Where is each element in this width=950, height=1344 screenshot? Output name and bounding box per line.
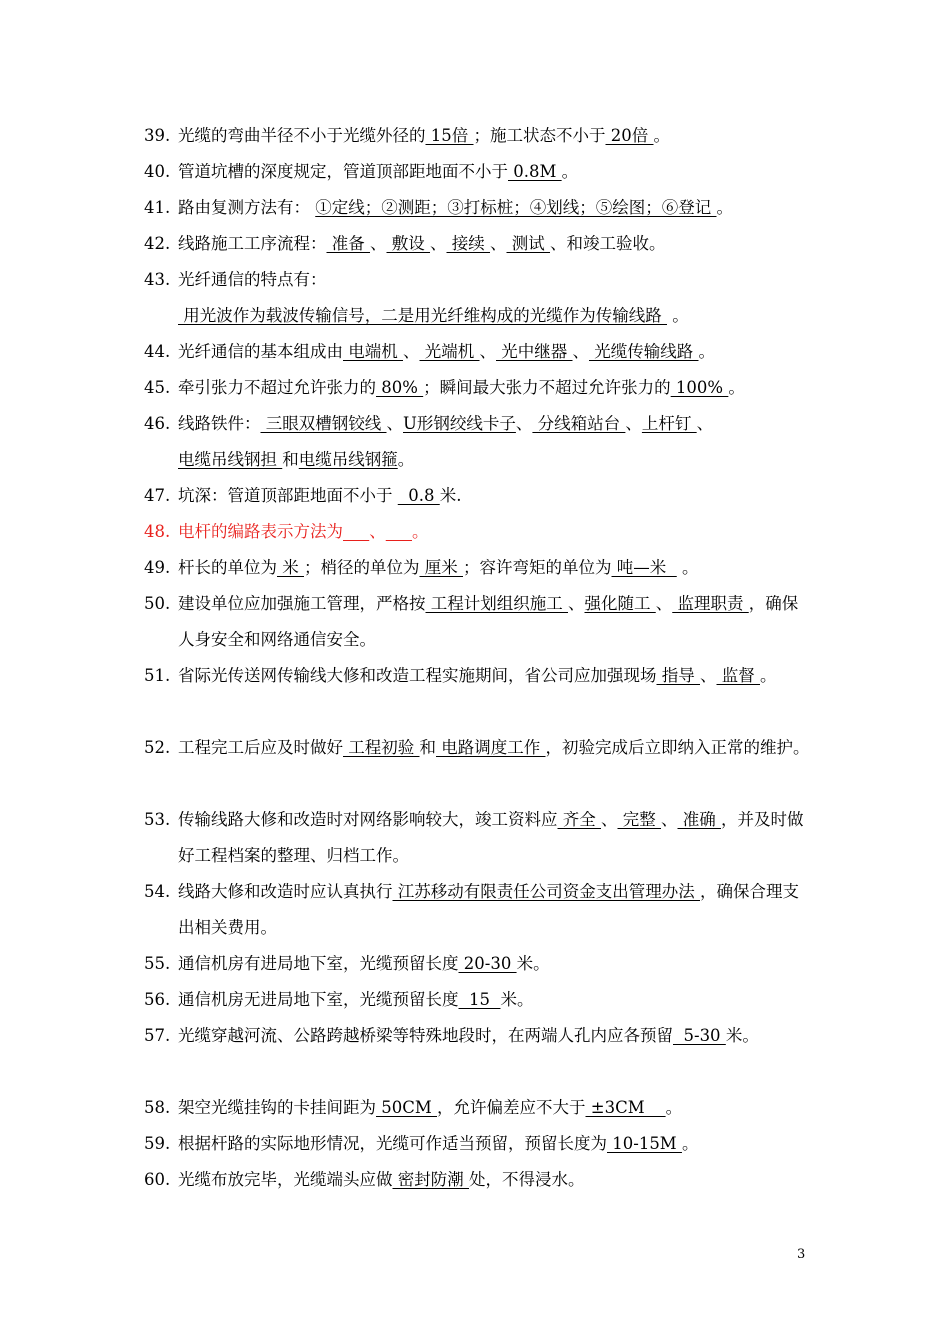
answer-blank: 15 — [458, 990, 501, 1009]
answer-blank: 江苏移动有限责任公司资金支出管理办法 — [392, 882, 700, 901]
question-fragment: 、 — [403, 342, 420, 361]
answer-blank: 三眼双槽钢铰线 — [260, 414, 387, 433]
question-fragment: 通信机房无进局地下室，光缆预留长度 — [178, 990, 459, 1009]
question-number: 41. — [144, 198, 171, 217]
question-fragment: 。 — [681, 1134, 699, 1153]
answer-blank: 光中继器 — [496, 342, 573, 361]
question-fragment: 。 — [667, 306, 689, 325]
question-item — [144, 226, 814, 262]
question-fragment: 、 — [601, 810, 618, 829]
question-item — [144, 334, 814, 370]
question-number: 52. — [144, 738, 171, 757]
answer-blank: 吨—米 — [611, 558, 677, 577]
question-fragment: 米。 — [516, 954, 550, 973]
question-item — [144, 370, 814, 406]
question-text — [178, 982, 814, 1018]
answer-blank: 80% — [376, 378, 424, 397]
answer-blank: 光端机 — [419, 342, 480, 361]
question-item — [144, 154, 814, 190]
question-text — [178, 730, 814, 766]
question-text — [178, 586, 814, 658]
question-item — [144, 1090, 814, 1126]
question-text — [178, 1126, 814, 1162]
question-number: 45. — [144, 378, 171, 397]
answer-blank: 20-30 — [458, 954, 517, 973]
question-fragment: ，并及时做好工程档案的整理、归档工作。 — [178, 810, 804, 865]
question-number: 51. — [144, 666, 171, 685]
question-item — [144, 478, 814, 514]
answer-blank: 上杆钉 — [641, 414, 697, 433]
answer-blank: 准确 — [677, 810, 721, 829]
question-number: 55. — [144, 954, 171, 973]
answer-blank: 分线箱站台 — [532, 414, 626, 433]
question-fragment: 、和竣工验收。 — [550, 234, 666, 253]
question-fragment: 光纤通信的特点有： — [178, 270, 327, 289]
question-text — [178, 262, 814, 334]
question-fragment: 、 — [430, 234, 447, 253]
question-fragment: 根据杆路的实际地形情况，光缆可作适当预留，预留长度为 — [178, 1134, 607, 1153]
question-number: 50. — [144, 594, 171, 613]
question-fragment: 。 — [561, 162, 579, 181]
question-item — [144, 874, 814, 946]
answer-blank: 电缆吊线钢箍 — [298, 450, 398, 469]
answer-blank: 密封防潮 — [392, 1170, 469, 1189]
question-fragment: ；瞬间最大张力不超过允许张力的 — [423, 378, 671, 397]
question-number: 40. — [144, 162, 171, 181]
answer-blank: 电端机 — [343, 342, 403, 361]
question-fragment: 。 — [653, 126, 670, 145]
question-fragment: 。 — [665, 1098, 683, 1117]
question-fragment: 架空光缆挂钩的卡挂间距为 — [178, 1098, 376, 1117]
question-text — [178, 370, 814, 406]
question-item — [144, 550, 814, 586]
answer-blank: 20倍 — [605, 126, 654, 145]
question-text — [178, 226, 814, 262]
question-fragment: 和 — [419, 738, 436, 757]
question-item — [144, 118, 814, 154]
question-fragment: 米. — [439, 486, 462, 505]
question-fragment: 米。 — [500, 990, 534, 1009]
question-fragment: 建设单位应加强施工管理，严格按 — [178, 594, 426, 613]
question-fragment: 线路铁件： — [178, 414, 261, 433]
question-item — [144, 406, 814, 478]
answer-blank: 50CM — [376, 1098, 438, 1117]
question-fragment: 杆长的单位为 — [178, 558, 277, 577]
question-fragment: 、 — [655, 594, 673, 613]
question-text — [178, 550, 814, 586]
question-item — [144, 1126, 814, 1162]
question-fragment: 、 — [370, 234, 387, 253]
question-number: 48. — [144, 522, 171, 541]
answer-blank: 强化随工 — [584, 594, 656, 613]
question-fragment: 牵引张力不超过允许张力的 — [178, 378, 376, 397]
question-fragment: ，确保合理支出相关费用。 — [178, 882, 799, 937]
question-fragment: 工程完工后应及时做好 — [178, 738, 343, 757]
answer-blank: 测试 — [506, 234, 550, 253]
answer-blank: 敷设 — [386, 234, 430, 253]
answer-blank: 0.8M — [508, 162, 562, 181]
question-fragment: 、 — [700, 666, 717, 685]
answer-blank: 完整 — [617, 810, 661, 829]
question-number: 49. — [144, 558, 171, 577]
question-number: 56. — [144, 990, 171, 1009]
answer-blank — [386, 522, 412, 541]
question-text — [178, 190, 814, 226]
question-fragment: 。 — [728, 378, 745, 397]
question-fragment: 光纤通信的基本组成由 — [178, 342, 343, 361]
question-item — [144, 262, 814, 334]
question-fragment: 光缆的弯曲半径不小于光缆外径的 — [178, 126, 426, 145]
answer-blank: 100% — [670, 378, 729, 397]
question-text — [178, 406, 814, 478]
answer-blank: 接续 — [446, 234, 490, 253]
question-fragment: 、 — [696, 414, 714, 433]
answer-blank: 监理职责 — [672, 594, 749, 613]
answer-blank: 厘米 — [419, 558, 463, 577]
question-text — [178, 1018, 814, 1054]
question-number: 60. — [144, 1170, 171, 1189]
question-fragment: 线路大修和改造时应认真执行 — [178, 882, 393, 901]
question-item — [144, 982, 814, 1018]
question-fragment: 。 — [397, 450, 415, 469]
answer-blank — [343, 522, 369, 541]
question-text — [178, 478, 814, 514]
question-number: 42. — [144, 234, 171, 253]
answer-blank: 准备 — [326, 234, 370, 253]
question-item — [144, 802, 814, 874]
question-fragment: 、 — [625, 414, 642, 433]
answer-blank: 15倍 — [425, 126, 474, 145]
answer-blank: ①定线；②测距；③打标桩；④划线；⑤绘图；⑥登记 — [315, 198, 717, 217]
question-fragment: 坑深：管道顶部距地面不小于 — [178, 486, 398, 505]
answer-blank: 用光波作为载波传输信号，二是用光纤维构成的光缆作为传输线路 — [178, 306, 667, 325]
question-number: 59. — [144, 1134, 171, 1153]
question-item — [144, 514, 814, 550]
question-fragment: 米。 — [725, 1026, 759, 1045]
answer-blank: 指导 — [656, 666, 700, 685]
question-text — [178, 658, 814, 694]
question-fragment: 、 — [568, 594, 585, 613]
question-text — [178, 1090, 814, 1126]
question-text — [178, 1162, 814, 1198]
question-number: 58. — [144, 1098, 171, 1117]
question-number: 47. — [144, 486, 171, 505]
question-fragment: 、 — [369, 522, 386, 541]
question-fragment: 通信机房有进局地下室，光缆预留长度 — [178, 954, 459, 973]
question-fragment: 电杆的编路表示方法为 — [178, 522, 343, 541]
question-item — [144, 730, 814, 766]
question-fragment: 、 — [386, 414, 403, 433]
question-fragment: 。 — [411, 522, 429, 541]
question-number: 46. — [144, 414, 171, 433]
question-text — [178, 514, 814, 550]
question-fragment: 。 — [760, 666, 777, 685]
question-number: 44. — [144, 342, 171, 361]
answer-blank: ±3CM — [585, 1098, 666, 1117]
question-fragment: 处，不得浸水。 — [469, 1170, 585, 1189]
question-item — [144, 1018, 814, 1054]
question-fragment: 光缆穿越河流、公路跨越桥梁等特殊地段时，在两端人孔内应各预留 — [178, 1026, 673, 1045]
question-item — [144, 1162, 814, 1198]
question-fragment: 、 — [572, 342, 589, 361]
question-fragment: 路由复测方法有： — [178, 198, 316, 217]
answer-blank: 10-15M — [607, 1134, 682, 1153]
answer-blank: 工程初验 — [343, 738, 420, 757]
question-item — [144, 946, 814, 982]
question-fragment: 光缆布放完毕，光缆端头应做 — [178, 1170, 393, 1189]
question-fragment: 、 — [490, 234, 507, 253]
question-fragment: 、 — [661, 810, 678, 829]
question-fragment: 、 — [479, 342, 496, 361]
question-item — [144, 586, 814, 658]
question-fragment: 省际光传送网传输线大修和改造工程实施期间，省公司应加强现场 — [178, 666, 657, 685]
question-fragment: 和 — [282, 450, 299, 469]
question-number: 57. — [144, 1026, 171, 1045]
question-fragment: 、 — [515, 414, 533, 433]
question-number: 39. — [144, 126, 171, 145]
question-text — [178, 334, 814, 370]
question-fragment: ；容许弯矩的单位为 — [463, 558, 612, 577]
page-number: 3 — [797, 1247, 806, 1262]
question-fragment: 。 — [676, 558, 699, 577]
question-fragment: ；梢径的单位为 — [304, 558, 420, 577]
answer-blank: 米 — [277, 558, 304, 577]
question-fragment: 传输线路大修和改造时对网络影响较大，竣工资料应 — [178, 810, 558, 829]
question-item — [144, 190, 814, 226]
answer-blank: 监督 — [716, 666, 760, 685]
answer-blank: U形钢绞线卡子 — [403, 414, 516, 433]
question-text — [178, 154, 814, 190]
question-fragment: 。 — [716, 198, 733, 217]
question-number: 43. — [144, 270, 171, 289]
answer-blank: 电缆吊线钢担 — [178, 450, 283, 469]
answer-blank: 齐全 — [557, 810, 601, 829]
question-fragment: ，初验完成后立即纳入正常的维护。 — [545, 738, 810, 757]
question-fragment: 管道坑槽的深度规定，管道顶部距地面不小于 — [178, 162, 508, 181]
question-text — [178, 802, 814, 874]
question-text — [178, 118, 814, 154]
question-fragment: ；施工状态不小于 — [473, 126, 606, 145]
question-fragment: ，允许偏差应不大于 — [437, 1098, 586, 1117]
question-fragment: ，确保人身安全和网络通信安全。 — [178, 594, 799, 649]
answer-blank: 电路调度工作 — [436, 738, 546, 757]
answer-blank: 5-30 — [673, 1026, 726, 1045]
answer-blank: 0.8 — [397, 486, 440, 505]
question-fragment: 线路施工工序流程： — [178, 234, 327, 253]
question-text — [178, 874, 814, 946]
question-number: 53. — [144, 810, 171, 829]
question-text — [178, 946, 814, 982]
question-fragment: 。 — [698, 342, 715, 361]
answer-blank: 光缆传输线路 — [589, 342, 699, 361]
question-number: 54. — [144, 882, 171, 901]
question-item — [144, 658, 814, 694]
answer-blank: 工程计划组织施工 — [425, 594, 568, 613]
